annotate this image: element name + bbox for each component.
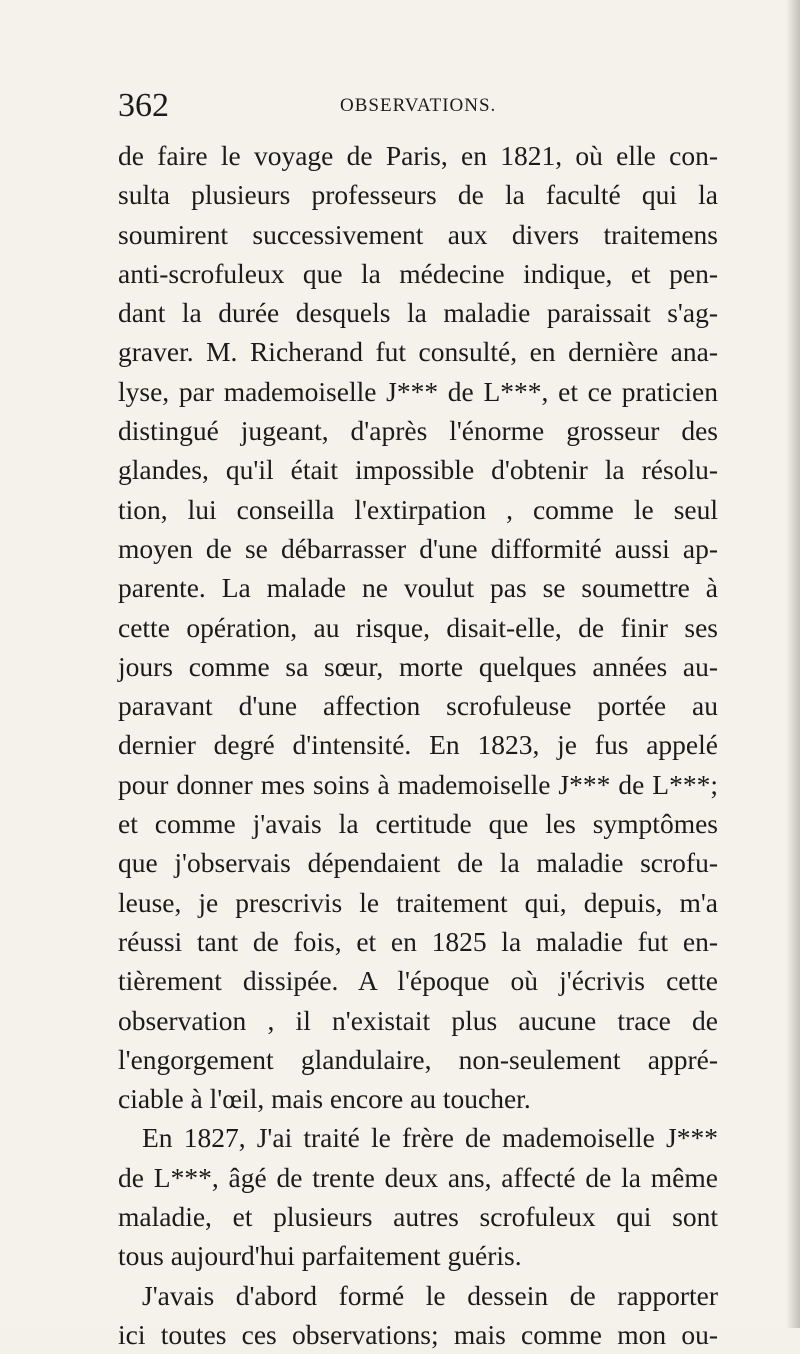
text-line: En 1827, J'ai traité le frère de mademoiselle J*** [142, 1122, 718, 1154]
text-line: l'engorgement glandulaire, non-seulement appré- [118, 1043, 718, 1075]
text-line: J'avais d'abord formé le dessein de rapporter [142, 1279, 718, 1311]
text-line: ciable à l'œil, mais encore au toucher. [118, 1083, 531, 1115]
text-line: tion, lui conseilla l'extirpation , comme le seul [118, 493, 718, 525]
text-line: jours comme sa sœur, morte quelques années au- [118, 650, 718, 682]
text-line: dernier degré d'intensité. En 1823, je fus appelé [118, 729, 718, 761]
text-line: observation , il n'existait plus aucune trace de [118, 1004, 718, 1036]
text-line: cette opération, au risque, disait-elle, de finir ses [118, 611, 718, 643]
text-line: tous aujourd'hui parfaitement guéris. [118, 1240, 522, 1272]
text-line: sulta plusieurs professeurs de la faculté qui la [118, 179, 718, 211]
text-line: ici toutes ces observations; mais comme mon ou- [118, 1318, 718, 1350]
text-line: paravant d'une affection scrofuleuse portée au [118, 690, 718, 722]
text-line: pour donner mes soins à mademoiselle J*** de L***; [118, 768, 718, 800]
text-line: de L***, âgé de trente deux ans, affecté de la même [118, 1161, 718, 1193]
text-line: tièrement dissipée. A l'époque où j'écrivis cette [118, 965, 718, 997]
text-line: parente. La malade ne voulut pas se soumettre à [118, 572, 718, 604]
text-line: anti-scrofuleux que la médecine indique, et pen- [118, 257, 718, 289]
running-head [118, 86, 678, 126]
page-number: 362 [118, 87, 169, 124]
text-line: de faire le voyage de Paris, en 1821, où elle con- [118, 140, 718, 171]
text-line: soumirent successivement aux divers traitemens [118, 218, 718, 250]
text-line: réussi tant de fois, et en 1825 la maladie fut en- [118, 925, 718, 957]
text-line: que j'observais dépendaient de la maladie scrofu- [118, 847, 718, 879]
text-line: moyen de se débarrasser d'une difformité aussi ap- [118, 532, 718, 564]
page-edge-shadow [786, 0, 800, 1328]
text-line: maladie, et plusieurs autres scrofuleux qui sont [118, 1201, 718, 1233]
text-line: leuse, je prescrivis le traitement qui, depuis, m'a [118, 886, 718, 918]
body-text [118, 136, 718, 1354]
text-line: graver. M. Richerand fut consulté, en dernière ana- [118, 336, 718, 368]
text-line: et comme j'avais la certitude que les symptômes [118, 808, 718, 840]
text-line: distingué jugeant, d'après l'énorme grosseur des [118, 415, 718, 447]
text-line: glandes, qu'il était impossible d'obtenir la résolu- [118, 454, 718, 486]
running-head-title: OBSERVATIONS. [340, 95, 497, 116]
text-line: dant la durée desquels la maladie paraissait s'ag- [118, 297, 718, 329]
text-line: lyse, par mademoiselle J*** de L***, et ce praticien [118, 375, 718, 407]
